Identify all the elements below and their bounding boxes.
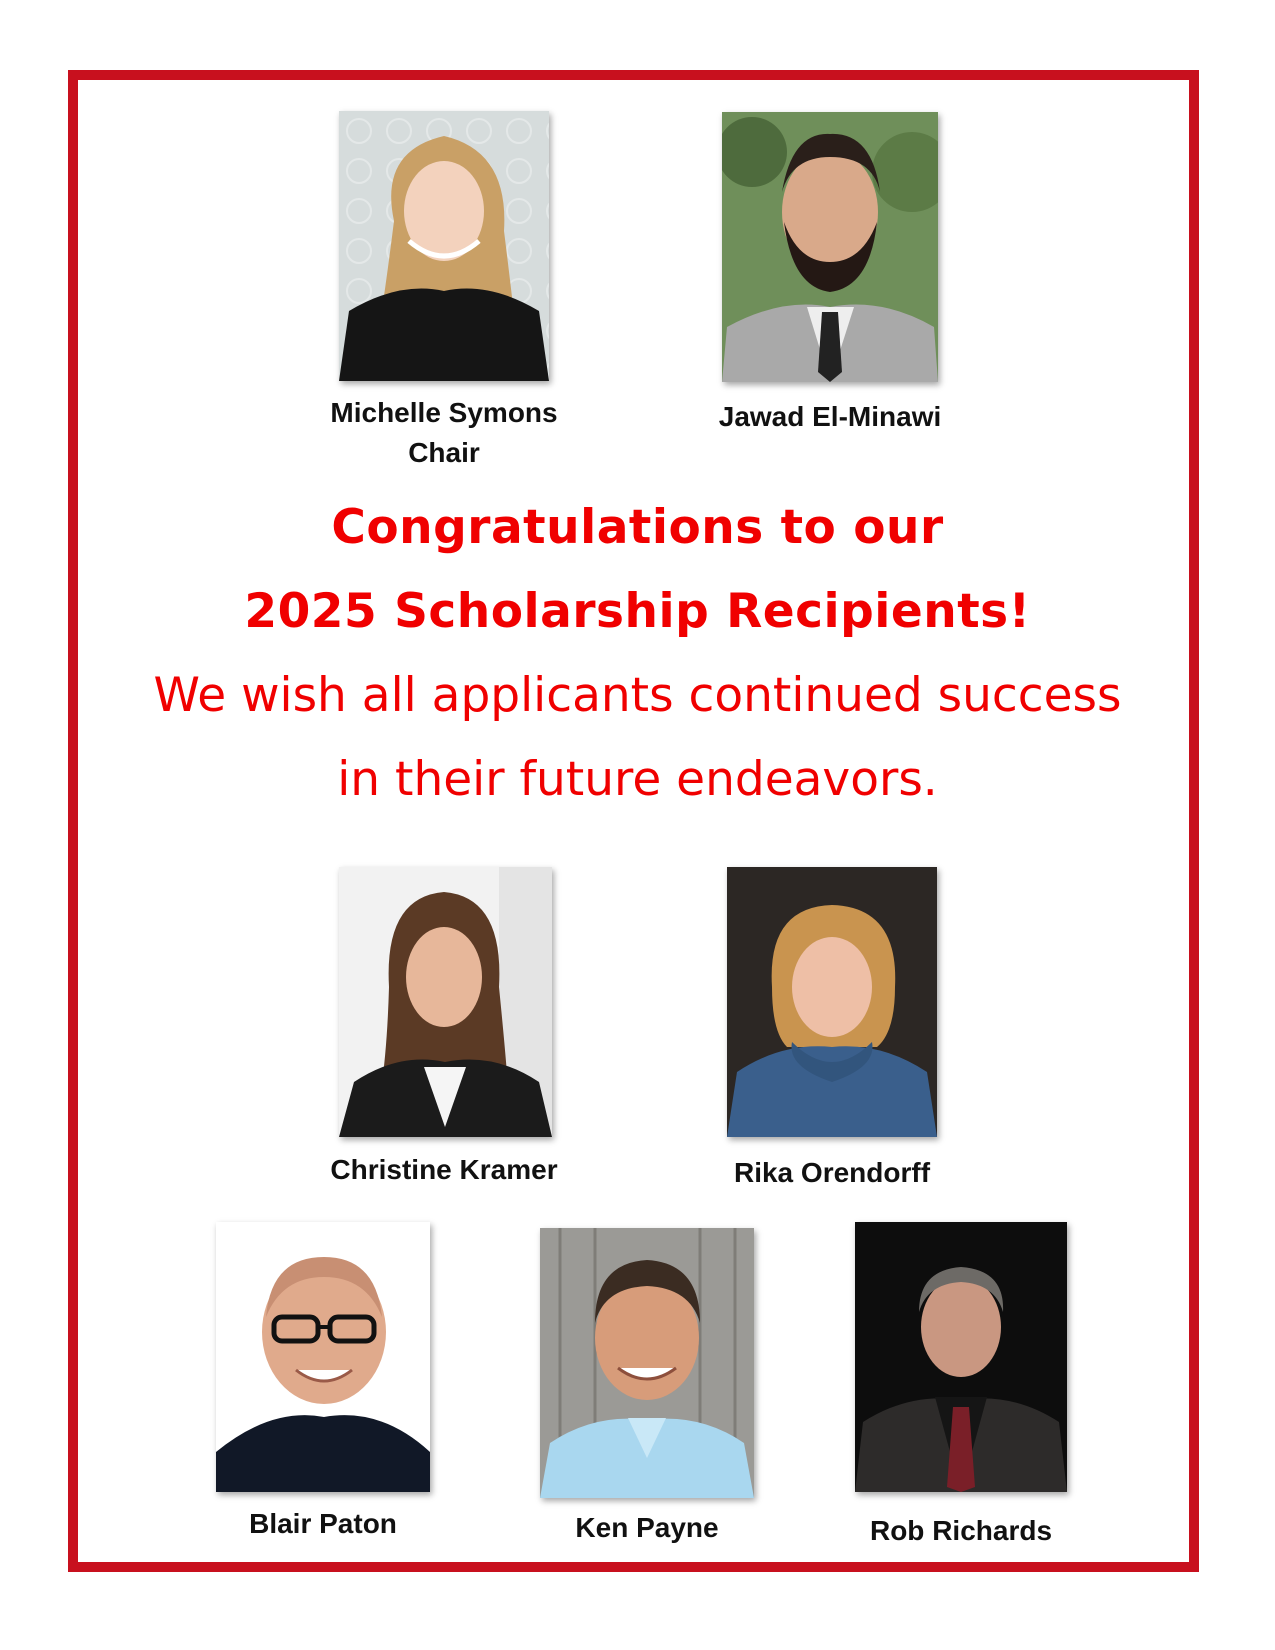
portrait-photo-jawad-el-minawi <box>722 112 938 382</box>
member-name: Jawad El-Minawi <box>718 401 942 432</box>
congratulations-heading: Congratulations to our <box>331 500 944 555</box>
wishes-line-2: in their future endeavors. <box>337 752 938 807</box>
recipients-heading: 2025 Scholarship Recipients! <box>244 584 1031 639</box>
member-name: Ken Payne <box>575 1512 719 1543</box>
member-name: Rika Orendorff <box>733 1157 931 1188</box>
member-role: Chair <box>408 437 480 468</box>
portrait-photo-michelle-symons <box>339 111 549 381</box>
member-name: Blair Paton <box>249 1508 397 1539</box>
portrait-photo-blair-paton <box>216 1222 430 1492</box>
member-name: Rob Richards <box>869 1515 1053 1546</box>
member-name: Michelle Symons <box>330 397 558 428</box>
portrait-photo-rob-richards <box>855 1222 1067 1492</box>
portrait-photo-christine-kramer <box>339 867 552 1137</box>
member-name: Christine Kramer <box>330 1154 558 1185</box>
portrait-photo-ken-payne <box>540 1228 754 1498</box>
wishes-line-1: We wish all applicants continued success <box>153 668 1122 723</box>
portrait-photo-rika-orendorff <box>727 867 937 1137</box>
